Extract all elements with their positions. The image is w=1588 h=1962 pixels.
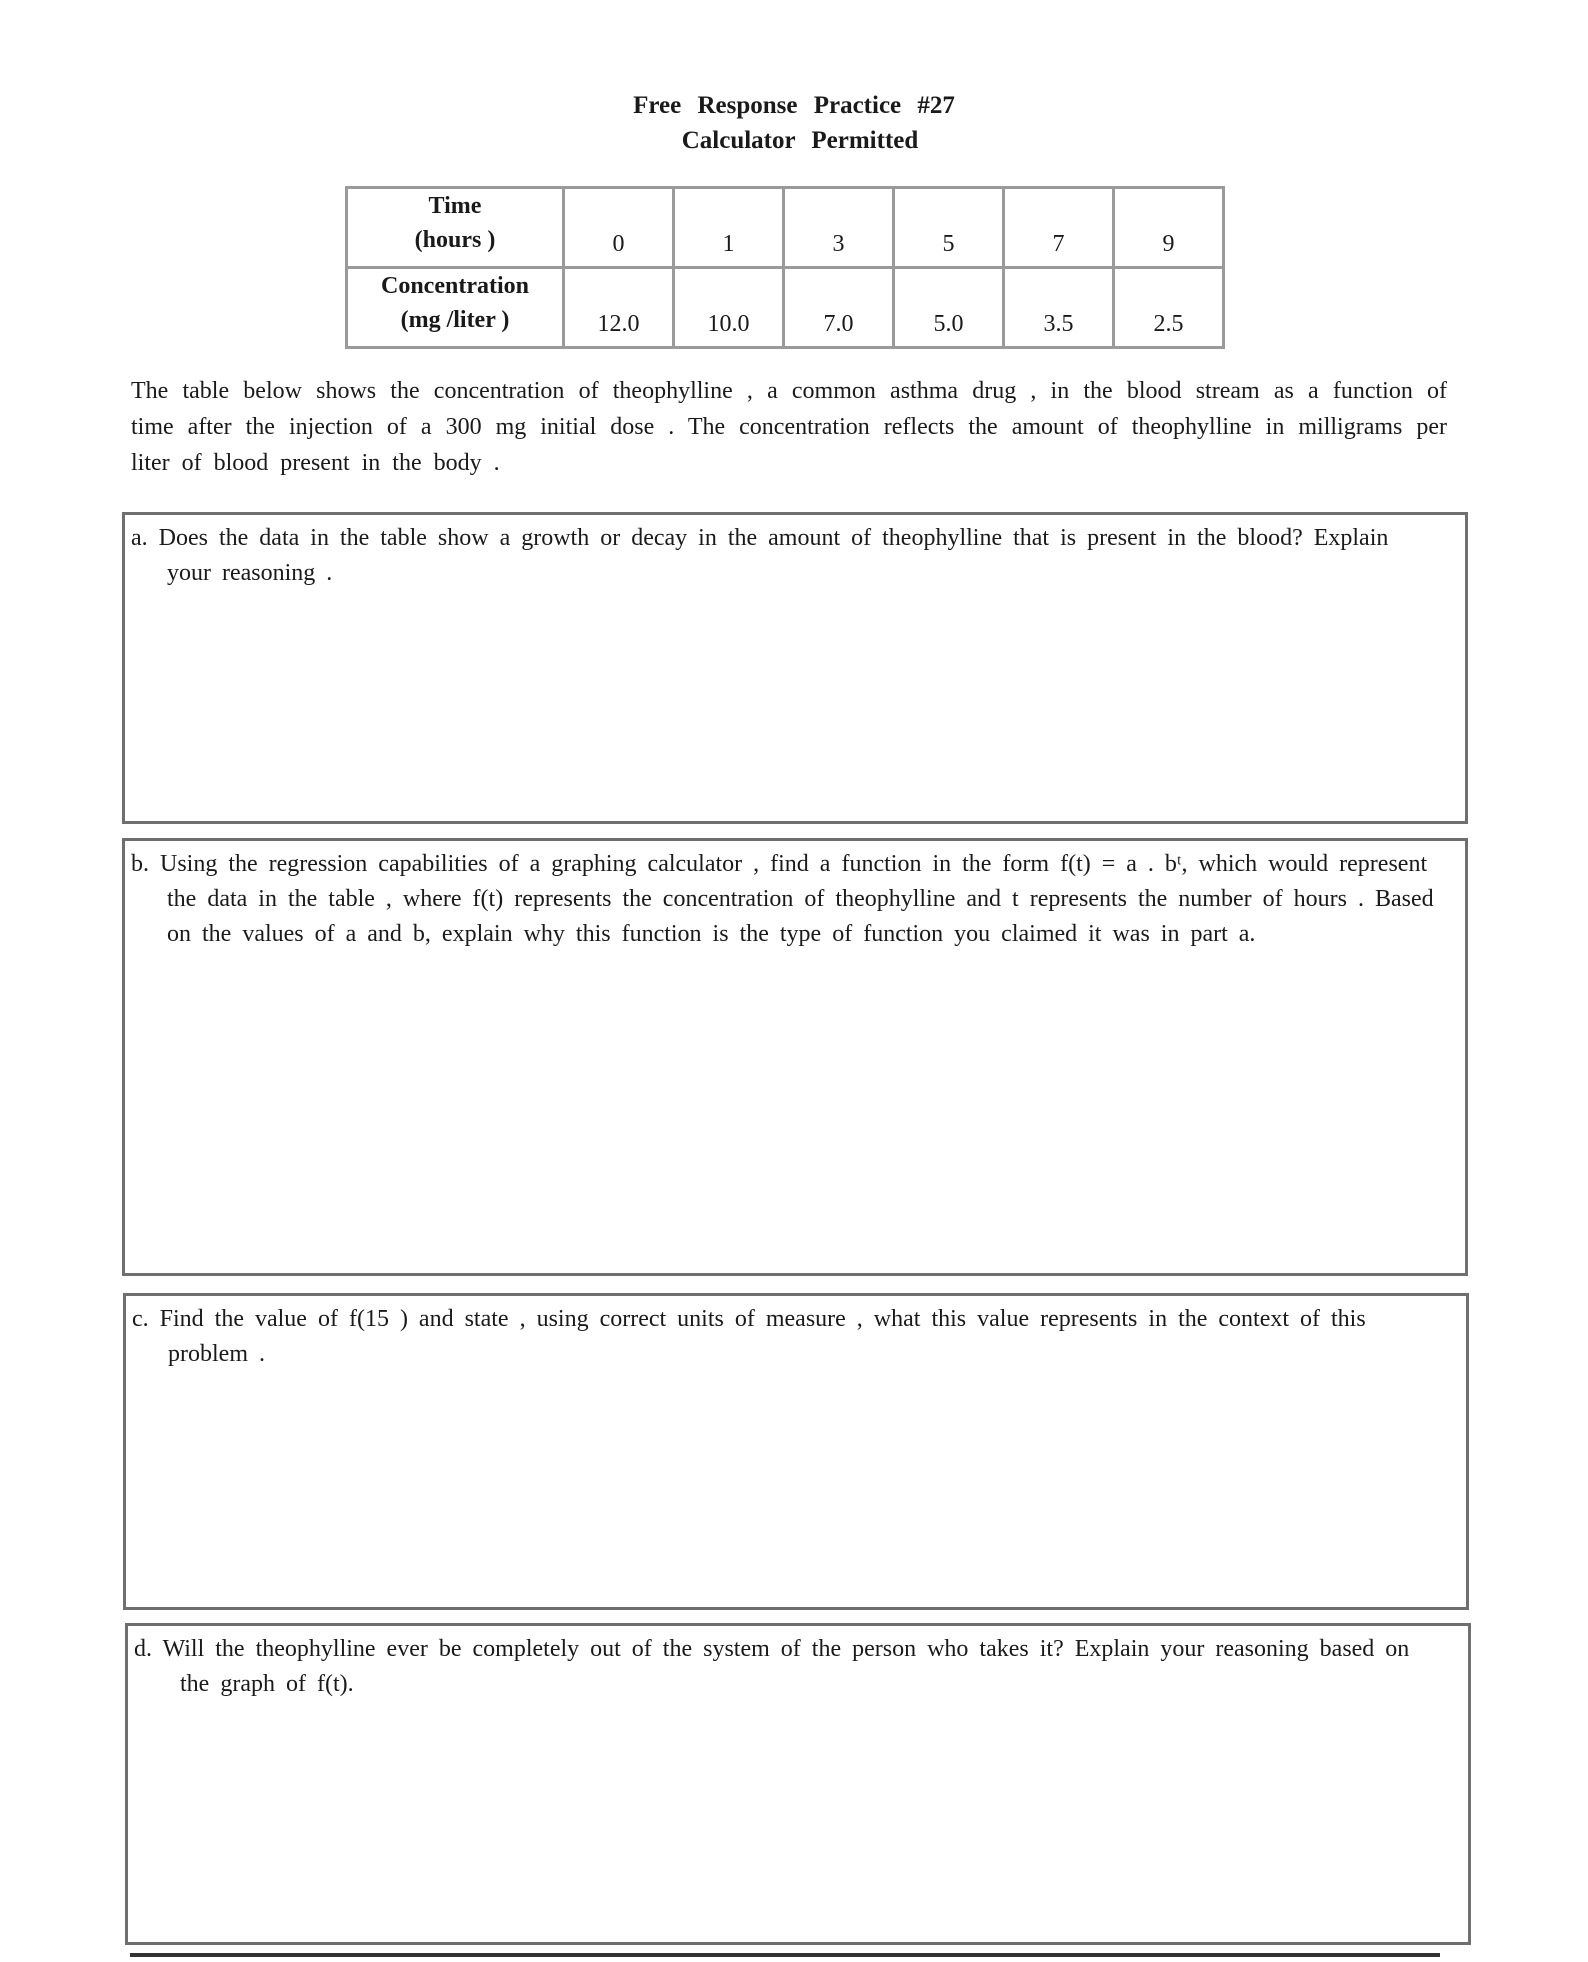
answer-box-d[interactable] [125,1623,1471,1945]
bottom-rule [130,1953,1440,1957]
question-d: d. Will the theophylline ever be completely out of the system of the person who takes it? Explain your reasoning based on the graph of f(t). [134,1636,1410,1697]
concentration-cell: 5.0 [894,268,1004,348]
time-cell: 9 [1114,188,1224,268]
concentration-cell: 3.5 [1004,268,1114,348]
time-cell: 5 [894,188,1004,268]
question-a: a. Does the data in the table show a growth or decay in the amount of theophylline that is present in the blood? Explain your reasoning . [131,525,1389,586]
concentration-header: Concentration (mg /liter ) [347,268,564,348]
question-b: b. Using the regression capabilities of a graphing calculator , find a function in the form f(t) = a . bᵗ, which would represent the data in the table , where f(t) represents the concentration of theophylline and t represents the number of hours . Based on the values of a and b, explain why this function is the type of function you claimed it was in part a. [131,851,1434,947]
concentration-cell: 10.0 [674,268,784,348]
page-subtitle: Calculator Permitted [681,127,919,154]
page-title: Free Response Practice #27 [633,92,955,119]
question-c: c. Find the value of f(15 ) and state , using correct units of measure , what this value represents in the context of this problem . [132,1306,1366,1367]
data-table [345,186,1225,349]
concentration-cell: 12.0 [564,268,674,348]
answer-box-b[interactable] [122,838,1468,1276]
answer-box-c[interactable] [123,1293,1469,1610]
time-header: Time (hours ) [347,188,564,268]
time-cell: 7 [1004,188,1114,268]
time-cell: 3 [784,188,894,268]
intro-paragraph: The table below shows the concentration of theophylline , a common asthma drug , in the blood stream as a function of time after the injection of a 300 mg initial dose . The concentration reflects the amount of theophylline in milligrams per liter of blood present in the body . [131,378,1447,476]
time-cell: 1 [674,188,784,268]
time-cell: 0 [564,188,674,268]
answer-box-a[interactable] [122,512,1468,824]
concentration-cell: 7.0 [784,268,894,348]
table-row-time [347,188,1224,268]
table-row-concentration [347,268,1224,348]
concentration-cell: 2.5 [1114,268,1224,348]
